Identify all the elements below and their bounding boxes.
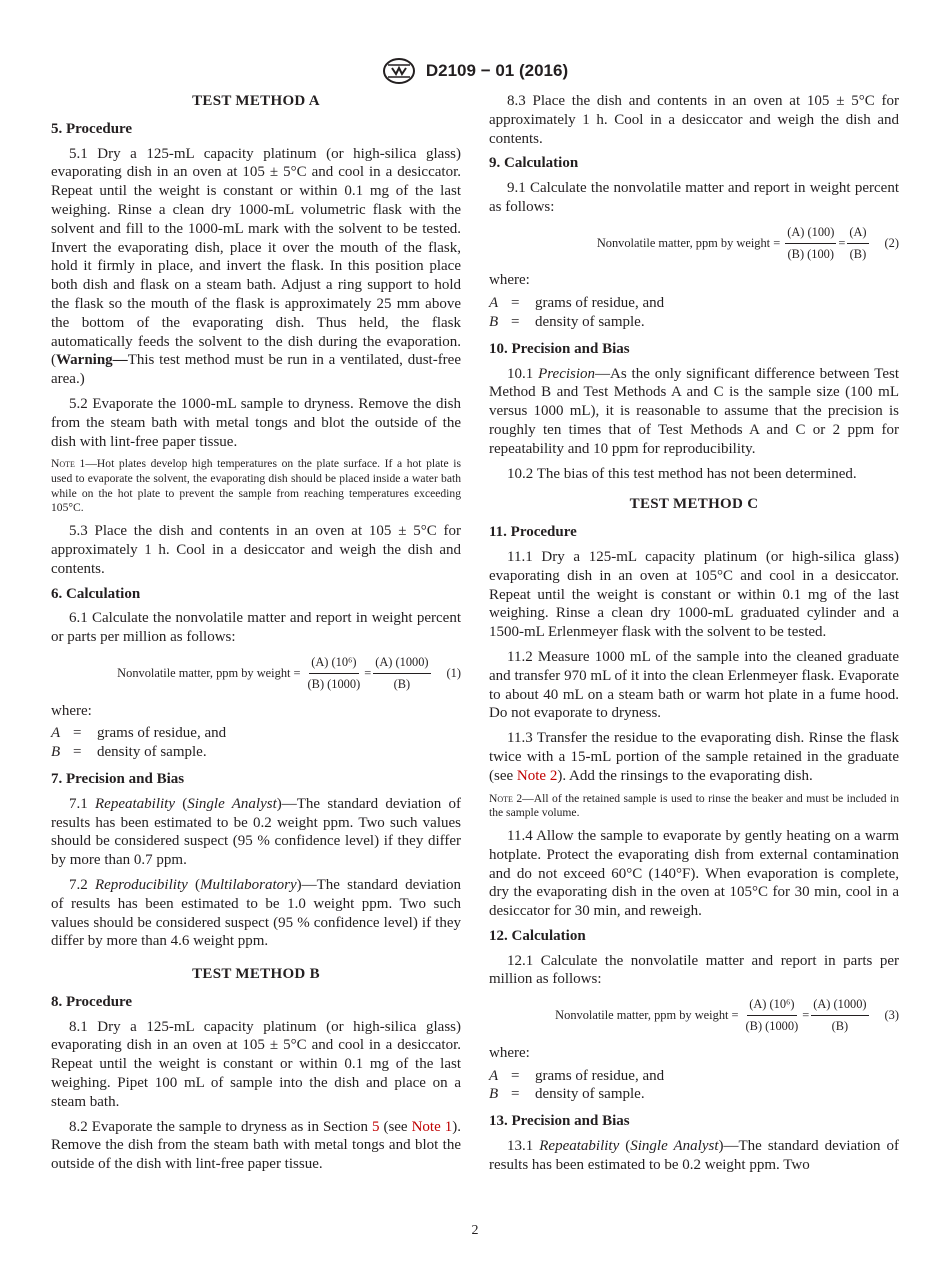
equation-number: (2) (884, 235, 899, 250)
standard-designation: D2109 − 01 (2016) (425, 61, 569, 80)
paragraph-6-1: 6.1 Calculate the nonvolatile matter and report in weight percent or parts per million as follows: (51, 610, 461, 646)
page-number: 2 (471, 1223, 479, 1238)
paragraph-11-2: 11.2 Measure 1000 mL of the sample into the cleaned graduate and transfer 970 mL of it into the clean Erlenmeyer flask. Evaporate to about 40 mL on a steam bath or warm hot plate in a fume hood. Do not evaporate to dryness. (489, 648, 899, 722)
paragraph-10-1: 10.1 Precision—As the only significant difference between Test Method B and Test Methods A and C is the sample size (100 mL versus 1000 mL), it is reasonable to assume that the precision is roughly ten times that of Test Methods A and C or 2 ppm for repeatability and 10 ppm for reproducibility. (489, 365, 899, 457)
section-9-heading: 9. Calculation (489, 155, 579, 172)
equation-1: Nonvolatile matter, ppm by weight = $\frac{\text{(A) (10⁶)}}{(B) (1000)}$ = $\frac{(A) (1000)}{(B)}$ (1) (51, 653, 461, 694)
note-2: Note 2—All of the retained sample is used to rinse the beaker and must be included in the sample volume. (489, 791, 899, 820)
paragraph-7-1: 7.1 Repeatability (Single Analyst)—The standard deviation of results has been estimated to be 0.2 weight ppm. Two such values should be considered suspect (95 % confidence level) if they differ by more than 0.7 ppm. (51, 795, 461, 869)
equation-3-fraction-a: $\frac{\text{(A) (10⁶)}}{(B) (1000)}$ (745, 997, 799, 1034)
warning-label: Warning— (56, 352, 128, 369)
test-method-c-heading: TEST METHOD C (629, 496, 759, 513)
definition-row: A = grams of residue, and (51, 725, 227, 742)
section-5-heading: 5. Procedure (51, 120, 133, 137)
section-13-heading: 13. Precision and Bias (489, 1113, 630, 1130)
paragraph-7-2: 7.2 Reproducibility (Multilaboratory)—The standard deviation of results has been estimated to be 1.0 weight ppm. Two such values should be considered suspect (95 % confidence level) if they differ by more than 4.6 weight ppm. (51, 876, 462, 950)
test-method-a-heading: TEST METHOD A (192, 93, 320, 109)
definition-row: B = density of sample. (51, 744, 207, 761)
equation-1-fraction-a: $\frac{\text{(A) (10⁶)}}{(B) (1000)}$ (307, 654, 361, 691)
definition-row: B = density of sample. (489, 1086, 645, 1103)
left-column (51, 92, 461, 1180)
paragraph-12-1: 12.1 Calculate the nonvolatile matter and report in parts per million as follows: (489, 952, 899, 988)
note-1-link[interactable]: Note 1 (411, 1118, 453, 1135)
where-label: where: (51, 702, 92, 719)
paragraph-13-1: 13.1 Repeatability (Single Analyst)—The standard deviation of results has been estimated to be 0.2 weight ppm. Two (489, 1138, 899, 1173)
definition-row: A = grams of residue, and (489, 1067, 665, 1084)
paragraph-11-4: 11.4 Allow the sample to evaporate by gently heating on a warm hotplate. Protect the evaporating dish from external contamination and do not exceed 60°C (140°F). When evaporation is complete, dry the evaporating dish in the oven at 105°C for 30 min, cool in a desiccator for 30 min, and reweigh. (489, 827, 899, 920)
paragraph-9-1: 9.1 Calculate the nonvolatile matter and report in weight percent as follows: (489, 180, 899, 215)
section-11-heading: 11. Procedure (489, 524, 577, 541)
section-8-heading: 8. Procedure (51, 993, 133, 1010)
variable-definitions (489, 294, 899, 332)
where-label: where: (489, 1044, 530, 1061)
section-12-heading: 12. Calculation (489, 927, 586, 944)
paragraph-8-1: 8.1 Dry a 125-mL capacity platinum (or high-silica glass) evaporating dish in an oven at 105 ± 5°C and cool in a desiccator. Repeat until the weight is constant or within 0.1 mg of the last weighing. Pipet 100 mL of sample into the dish and place on a steam bath. (51, 1018, 461, 1110)
equation-1-fraction-b: $\frac{(A) (1000)}{(B)}$ (375, 654, 429, 691)
note-1: Note 1—Hot plates develop high temperatures on the plate surface. If a hot plate is used to evaporate the solvent, the evaporating dish should be placed inside a water bath while on the hot plate to prevent the sample from reaching temperatures exceeding 105°C. (51, 457, 461, 515)
test-method-b-heading: TEST METHOD B (192, 966, 320, 983)
equation-number: (3) (884, 1008, 899, 1023)
paragraph-8-3: 8.3 Place the dish and contents in an oven at 105 ± 5°C for approximately 1 h. Cool in a desiccator and weigh the dish and contents. (489, 93, 899, 147)
equation-2-fraction-b: $\frac{(A)}{(B)}$ (849, 224, 867, 261)
right-column (489, 92, 899, 1181)
paragraph-8-2: 8.2 Evaporate the sample to dryness as in Section 5 (see Note 1). Remove the dish from the steam bath with metal tongs and blot the outside of the dish with lint-free paper tissue. (51, 1118, 461, 1173)
paragraph-5-3: 5.3 Place the dish and contents in an oven at 105 ± 5°C for approximately 1 h. Cool in a desiccator and weigh the dish and contents. (51, 523, 461, 577)
paragraph-11-1: 11.1 Dry a 125-mL capacity platinum (or high-silica glass) evaporating dish in an oven at 105°C and cool in a desiccator. Repeat until the weight is constant or within 0.1 mg of the last weighing. Rinse a clean dry 1000-mL graduated cylinder and a 1500-mL Erlenmeyer flask with the solvent to be tested. (489, 548, 899, 641)
paragraph-11-3: 11.3 Transfer the residue to the evaporating dish. Rinse the flask twice with a 15-mL portion of the sample retained in the graduate (see Note 2). Add the rinsings to the evaporating dish. (489, 730, 899, 784)
variable-definitions (489, 1067, 899, 1105)
variable-definitions (51, 724, 461, 762)
equation-number: (1) (446, 665, 461, 680)
definition-row: B = density of sample. (489, 313, 645, 330)
section-10-heading: 10. Precision and Bias (489, 340, 630, 357)
section-6-heading: 6. Calculation (51, 585, 141, 602)
equation-3-fraction-b: $\frac{(A) (1000)}{(B)}$ (813, 997, 867, 1034)
note-2-link[interactable]: Note 2 (516, 767, 558, 784)
definition-row: A = grams of residue, and (489, 295, 665, 312)
equation-2: Nonvolatile matter, ppm by weight = $\frac{(A) (100)}{(B) (100)}$ = $\frac{(A)}{(B)}$ (2) (489, 223, 899, 264)
paragraph-10-2: 10.2 The bias of this test method has not been determined. (507, 465, 857, 482)
equation-2-fraction-a: $\frac{(A) (100)}{(B) (100)}$ (787, 224, 835, 261)
section-5-link[interactable]: 5 (371, 1118, 380, 1135)
section-7-heading: 7. Precision and Bias (51, 770, 185, 787)
equation-3: Nonvolatile matter, ppm by weight = $\frac{\text{(A) (10⁶)}}{(B) (1000)}$ = $\frac{(A) (1000)}{(B)}$ (3) (489, 995, 899, 1036)
paragraph-5-2: 5.2 Evaporate the 1000-mL sample to dryness. Remove the dish from the steam bath with metal tongs and blot the outside of the dish with lint-free paper tissue. (51, 395, 461, 450)
page-header (0, 57, 950, 85)
paragraph-5-1: 5.1 Dry a 125-mL capacity platinum (or high-silica glass) evaporating dish in an oven at 105 ± 5°C and cool in a desiccator. Repeat until the weight is constant or within 0.1 mg of the last weighing. Rinse a clean dry 1000-mL volumetric flask with the solvent and fill to the 1000-mL mark with the solvent to be tested. Invert the evaporating dish, place it over the mouth of the flask, hold it firmly in place, and invert the flask. In this position place both dish and flask on a steam bath. Adjust a ring support to hold the flask so the mouth of the flask is approximately 25 mm above the bottom of the evaporating dish. Thus held, the flask automatically feeds the solvent to the dish during the evaporation. (Warning—This test method must be run in a ventilated, dust-free area.) (51, 145, 461, 388)
where-label: where: (489, 272, 530, 289)
astm-logo-icon (382, 57, 416, 85)
